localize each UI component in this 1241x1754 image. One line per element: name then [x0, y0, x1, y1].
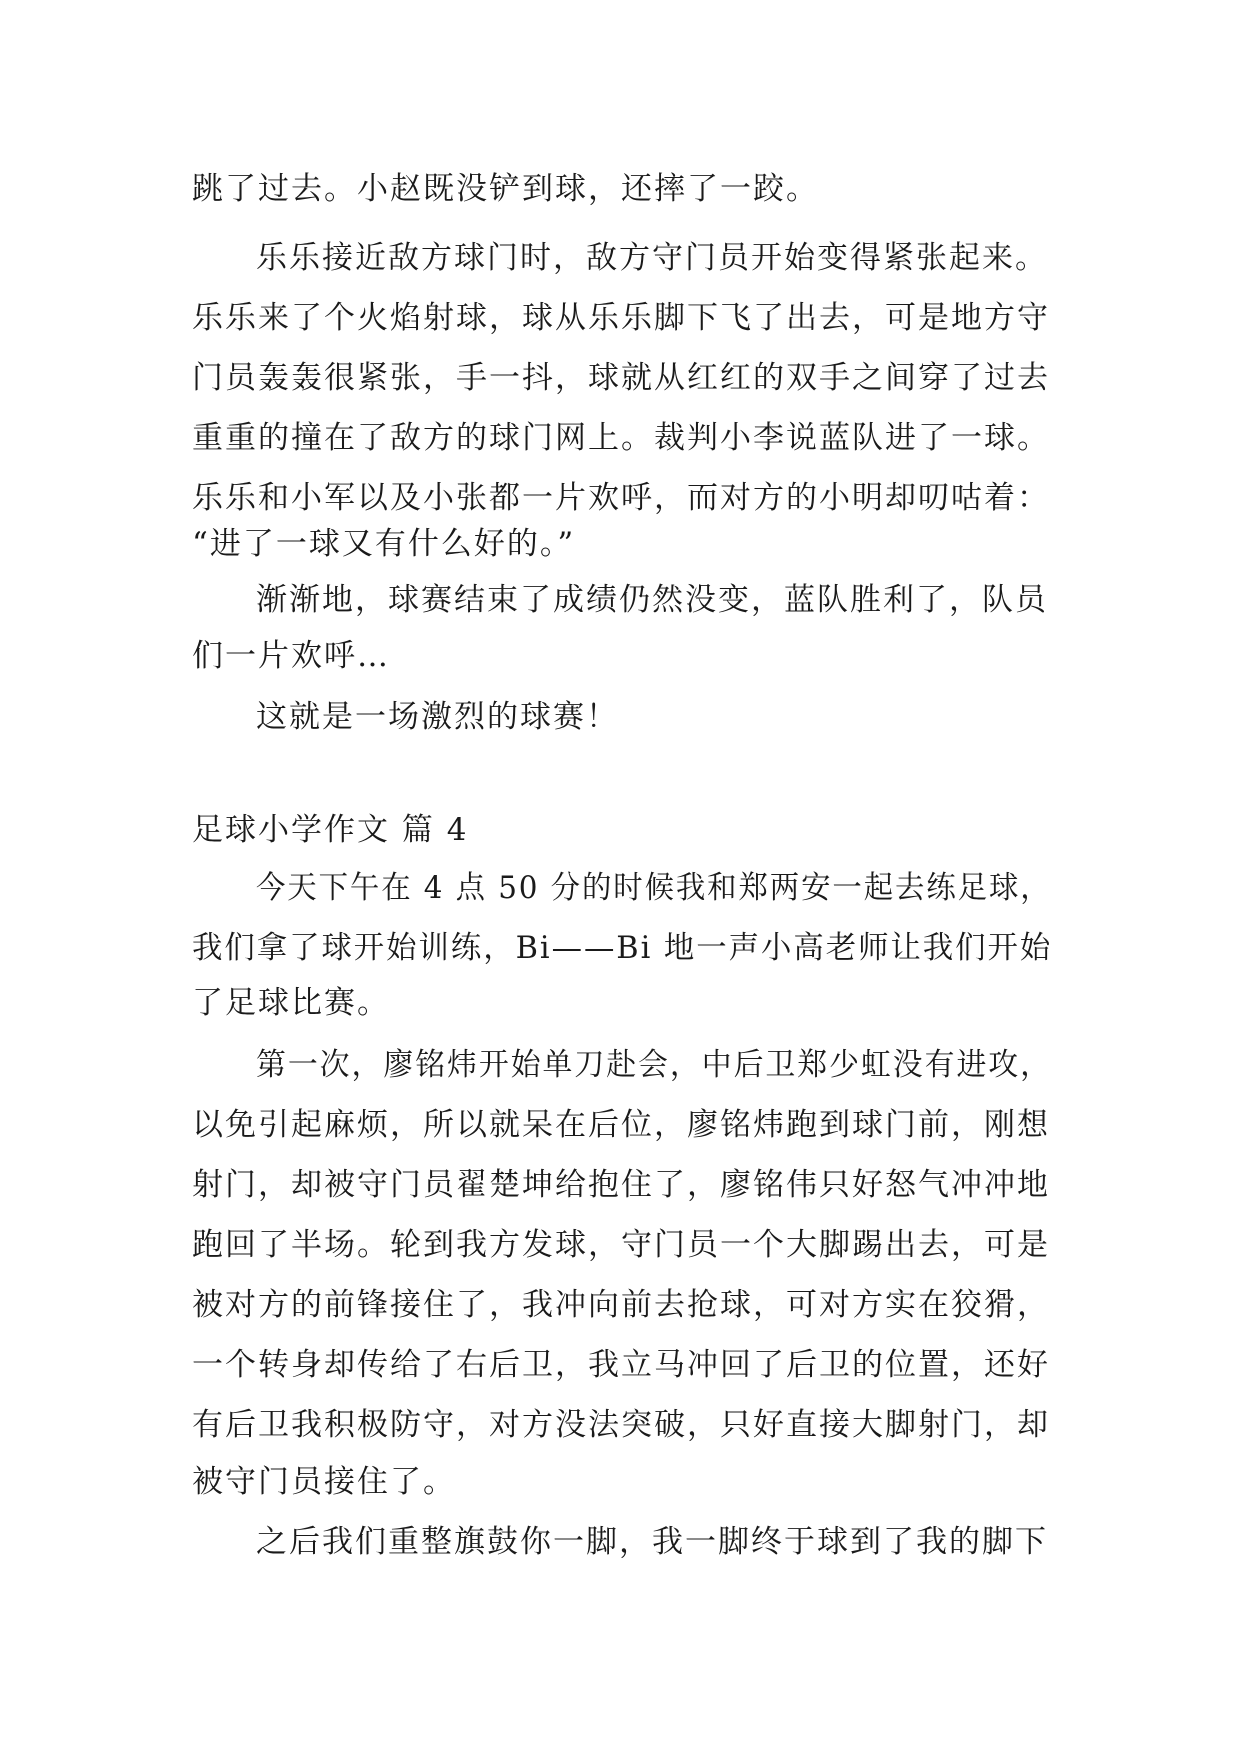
text-line: 射门，却被守门员翟楚坤给抱住了，廖铭伟只好怒气冲冲地: [192, 1167, 1050, 1203]
text-line: 们一片欢呼…: [192, 638, 390, 674]
paragraph-first-line: 今天下午在 4 点 50 分的时候我和郑两安一起去练足球，: [256, 870, 1052, 906]
text-line: 了足球比赛。: [192, 985, 390, 1021]
text-line: 门员轰轰很紧张，手一抖，球就从红红的双手之间穿了过去: [192, 360, 1050, 396]
text-line: 跳了过去。小赵既没铲到球，还摔了一跤。: [192, 171, 819, 207]
paragraph-first-line: 这就是一场激烈的球赛！: [256, 699, 619, 735]
paragraph-first-line: 第一次，廖铭炜开始单刀赴会，中后卫郑少虹没有进攻，: [256, 1047, 1052, 1083]
text-line: 被守门员接住了。: [192, 1464, 456, 1500]
paragraph-first-line: 渐渐地，球赛结束了成绩仍然没变，蓝队胜利了，队员: [256, 582, 1048, 618]
text-line: 我们拿了球开始训练，Bi——Bi 地一声小高老师让我们开始: [192, 930, 1053, 966]
text-line: 跑回了半场。轮到我方发球，守门员一个大脚踢出去，可是: [192, 1227, 1050, 1263]
section-heading: 足球小学作文 篇 4: [192, 812, 469, 848]
text-line: 被对方的前锋接住了，我冲向前去抢球，可对方实在狡猾，: [192, 1287, 1050, 1323]
paragraph-first-line: 之后我们重整旗鼓你一脚，我一脚终于球到了我的脚下: [256, 1524, 1048, 1560]
text-line: 重重的撞在了敌方的球门网上。裁判小李说蓝队进了一球。: [192, 420, 1050, 456]
paragraph-first-line: 乐乐接近敌方球门时，敌方守门员开始变得紧张起来。: [256, 240, 1048, 276]
text-line: “进了一球又有什么好的。”: [192, 526, 576, 562]
text-line: 有后卫我积极防守，对方没法突破，只好直接大脚射门，却: [192, 1407, 1050, 1443]
text-line: 一个转身却传给了右后卫，我立马冲回了后卫的位置，还好: [192, 1347, 1050, 1383]
text-line: 乐乐来了个火焰射球，球从乐乐脚下飞了出去，可是地方守: [192, 300, 1050, 336]
text-line: 乐乐和小军以及小张都一片欢呼，而对方的小明却叨咕着：: [192, 480, 1050, 516]
text-line: 以免引起麻烦，所以就呆在后位，廖铭炜跑到球门前，刚想: [192, 1107, 1050, 1143]
